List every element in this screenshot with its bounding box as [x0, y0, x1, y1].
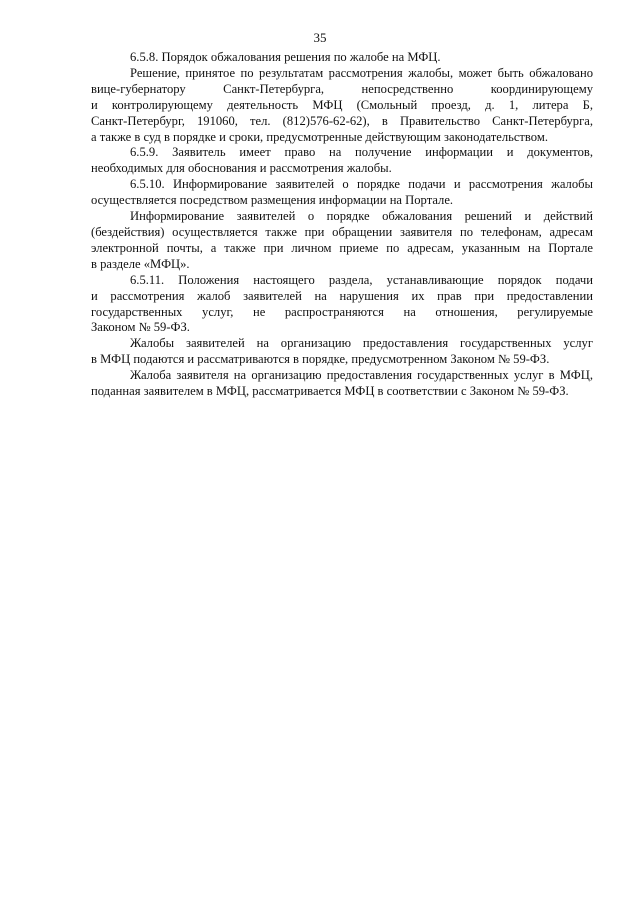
text-line: (бездействия) осуществляется также при обращении заявителя по телефонам, адресам [91, 224, 593, 239]
text-line: 6.5.9. Заявитель имеет право на получение информации и документов, [130, 145, 593, 160]
text-line: 6.5.8. Порядок обжалования решения по жалобе на МФЦ. [130, 50, 441, 64]
paragraph-appeal-decision [91, 66, 593, 146]
text-line: 6.5.10. Информирование заявителей о порядке подачи и рассмотрения жалобы [130, 177, 593, 192]
text-line: и контролирующему деятельность МФЦ (Смольный проезд, д. 1, литера Б, [91, 97, 593, 112]
text-line: Информирование заявителей о порядке обжалования решений и действий [130, 209, 593, 224]
paragraph-6-5-9 [91, 145, 593, 177]
paragraph-complaint-review [91, 368, 593, 400]
text-line: осуществляется посредством размещения информации на Портале. [91, 193, 454, 208]
text-line: а также в суд в порядке и сроки, предусмотренные действующим законодательством. [91, 129, 548, 144]
text-line: государственных услуг, не распространяются на отношения, регулируемые [91, 304, 593, 319]
paragraph-complaints-mfc [91, 336, 593, 368]
document-body [91, 50, 593, 400]
text-line: вице-губернатору Санкт-Петербурга, непосредственно координирующему [91, 81, 593, 96]
paragraph-6-5-8 [91, 50, 593, 66]
text-line: необходимых для обоснования и рассмотрения жалобы. [91, 161, 392, 176]
text-line: Решение, принятое по результатам рассмотрения жалобы, может быть обжаловано [130, 65, 593, 80]
text-line: электронной почты, а также при личном приеме по адресам, указанным на Портале [91, 240, 593, 255]
text-line: в разделе «МФЦ». [91, 256, 190, 271]
text-line: Санкт-Петербург, 191060, тел. (812)576-62-62), в Правительство Санкт-Петербурга, [91, 113, 593, 128]
paragraph-6-5-10 [91, 177, 593, 209]
paragraph-informing [91, 209, 593, 273]
text-line: Жалоба заявителя на организацию предоставления государственных услуг в МФЦ, [130, 368, 593, 383]
paragraph-6-5-11 [91, 273, 593, 337]
text-line: Законом № 59-ФЗ. [91, 320, 190, 335]
page-number: 35 [313, 30, 327, 45]
text-line: поданная заявителем в МФЦ, рассматривается МФЦ в соответствии с Законом № 59-ФЗ. [91, 384, 569, 399]
text-line: 6.5.11. Положения настоящего раздела, устанавливающие порядок подачи [130, 272, 593, 287]
text-line: в МФЦ подаются и рассматриваются в порядке, предусмотренном Законом № 59-ФЗ. [91, 352, 550, 367]
text-line: и рассмотрения жалоб заявителей на нарушения их прав при предоставлении [91, 288, 593, 303]
text-line: Жалобы заявителей на организацию предоставления государственных услуг [130, 336, 593, 351]
